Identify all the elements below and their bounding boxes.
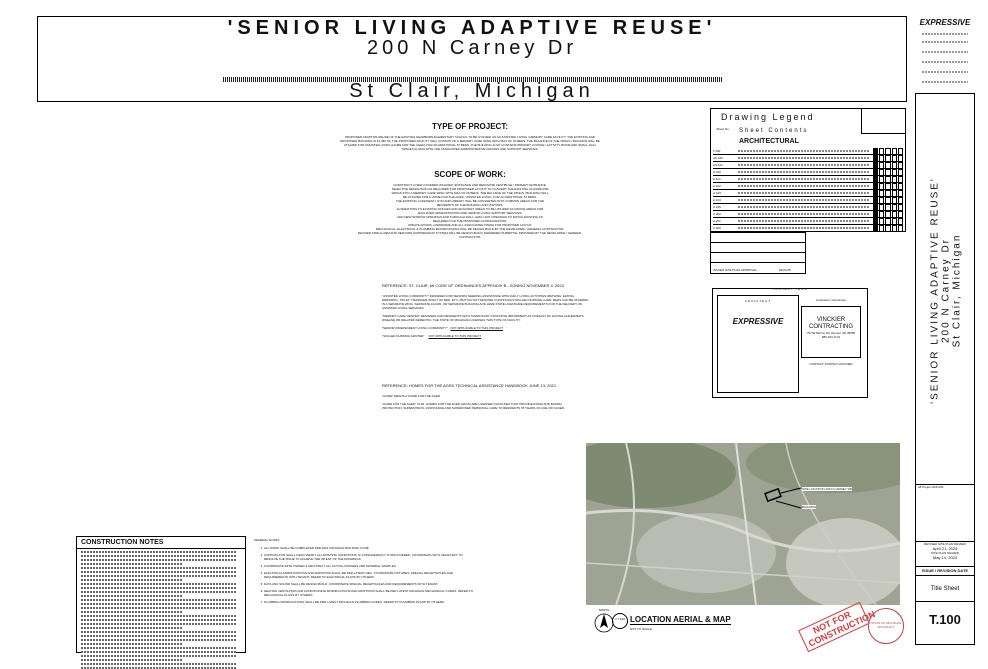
sheet-title: Title Sheet	[930, 586, 960, 592]
legend-sheet-no: AS.100	[713, 156, 723, 160]
sheet-number: T.100	[929, 612, 961, 627]
reference-hfa-p1: "HOME" MEANS A HOME FOR THE AGED.	[382, 394, 441, 398]
general-note: 4. ELECTRICAL MODIFICATIONS AND ADDITIONS SHALL BE PER LATEST NEC. COORDINATE FIXTURES, SPECIAL RECEPTACLES AND REQUIREMENTS WITH TENANT. REFER TO ELECTRICAL PLANS BY OTHERS.	[264, 571, 474, 579]
scope-lines	[350, 183, 590, 239]
project-city: St Clair, Michigan	[349, 80, 595, 102]
aerial-map[interactable]	[586, 443, 900, 605]
contractor-name: VINCKIER CONTRACTING	[809, 317, 853, 330]
legend-section: ARCHITECTURAL	[739, 138, 799, 145]
issued-label: ISSUED SITE PLAN APPROVAL	[713, 268, 757, 272]
not-for-construction-stamp: NOT FOR CONSTRUCTION	[798, 602, 870, 652]
reference-hfa-heading: REFERENCE: HOMES FOR THE AGED TECHNICAL ASSISTANCE HANDBOOK JUNE 13, 2021	[382, 383, 557, 388]
legend-sheet-no: A.201	[713, 219, 721, 223]
sidebar-vertical-title	[916, 94, 974, 485]
rev2-date: May 14, 2024	[932, 555, 958, 560]
general-note: 3. COORDINATE WITH OWNER & ARCHITECT ALL ACTUAL FINISHES AND MATERIAL SAMPLES.	[264, 564, 474, 568]
term-skilled-nursing: "SKILLED NURSING CENTER"	[382, 334, 425, 338]
legend-sheet-no: A.200	[713, 212, 721, 216]
sidebar-logo: EXPRESSIVE	[919, 18, 971, 27]
legend-sheet-no: A.101	[713, 177, 721, 181]
construction-notes-body	[77, 551, 245, 669]
sidebar-logo-block	[916, 18, 974, 90]
map-scale: NOT TO SCALE	[630, 627, 652, 631]
architect-logo: EXPRESSIVE	[732, 317, 784, 326]
scope-heading: SCOPE OF WORK:	[434, 170, 506, 179]
north-label: NORTH	[598, 608, 610, 612]
project-team-title: PROJECT TEAM	[772, 287, 808, 291]
term-independent-living: "SENIOR INDEPENDENT LIVING COMMUNITY"	[382, 326, 448, 330]
detail-ref: 1 T.100	[615, 617, 625, 621]
rev1-date: April 21, 2025	[932, 546, 958, 551]
legend-col-sheet-no: Sheet No.	[716, 127, 730, 131]
legend-sheet-no: A.103	[713, 191, 721, 195]
type-of-project-body: PROPOSED ADAPTIVE REUSE OF THE EXISTING DEARBORN ELEMENTARY SCHOOL TO BE UTILIZED AS AN ASSISTED LIVING / MEMORY CARE FACILITY. THE EXISTING AND PROPOSED BUILDING IS 61,486 SF. THE PROPOSED FACILITY WILL CONSIST OF A MEMORY CARE WING WITH MAX OF 26 BEDS. THE BALANCE OF THE WINGS / BUILDING WILL BE UTILIZED FOR ASSISTED LIVING (HOME FOR THE AGED) FOR AN ADDITIONAL 57 BEDS. THE BUILDING ALSO CONTAINS PRIMARY LOUNGE / ACTIVITY ROOM AND SMALL HALL SPACES ALONG WITH THE ASSOCIATED ADMINISTRATIVE OFFICES AND SUPPORT SERVICES.	[340, 135, 600, 151]
not-applicable-note: NOT APPLICABLE TO THIS PROJECT	[428, 334, 482, 338]
detail-bubble	[612, 613, 628, 629]
contractor-contact: CONTACT: PATRICK VINCKIER	[809, 362, 853, 366]
legend-rows	[713, 148, 903, 232]
legend-sheet-no: AS.101	[713, 163, 723, 167]
general-notes-heading: GENERAL NOTES	[254, 538, 280, 542]
general-notes	[254, 538, 474, 607]
legend-sheet-no: A.105	[713, 205, 721, 209]
scope-line: AFFILIATED ADMINISTRATION AND SENIOR LIVING SUPPORT SERVICES.	[417, 211, 523, 215]
reference-zoning-p2: "MEMORY CARE CENTER" DESIGNED FOR RESIDENTS WITH SIGNIFICANT COGNITIVE IMPAIRMENT AS A RESULT OF HAVING ALZHEIMER'S DISEASE OR RELATED DEMENTIA. THE STATE OF MICHIGAN LICENSES THIS TYPE OF FACILITY.	[382, 314, 584, 322]
general-note: 5. DATA AND SOUND SHALL BE DESIGN BUILD. COORDINATE SPECIAL RECEPTACLES AND REQUIREMENTS WITH TENANT.	[264, 582, 474, 586]
type-of-project	[340, 122, 600, 151]
sidebar-title-group	[930, 101, 963, 481]
architect-label: ARCHITECT	[744, 299, 772, 303]
revision-table	[710, 232, 806, 274]
contractor-card	[799, 295, 863, 391]
project-title: 'SENIOR LIVING ADAPTIVE REUSE'	[227, 17, 717, 39]
reference-hfa	[382, 383, 572, 410]
project-team	[712, 288, 868, 398]
reference-zoning-p1: "ASSISTED LIVING COMMUNITY" DESIGNED FOR SENIORS NEEDING ASSISTANCE WITH DAILY LIVING ACTIVITIES (BATHING, EATING, DRESSING, TOILET, TRANSFER IN/OUT OF BED, ETC.) BUT DO NOT REQUIRE CONTINUOUS SKILLED NURSING CARE. BEDS CAN BE OFFERED IN A SEPARATE WING, SEPARATE FLOOR, OR SEPARATE BUILDING AND HAVE STATE LICENSURE REQUIREMENTS FOR THE DELIVERY OF ASSISTED LIVING SERVICES.	[382, 294, 589, 310]
scope-line: RESIDENTS OF THE BUILDING AND VISITORS.	[436, 203, 504, 207]
rev2-label: SITE PLAN REVIEW	[930, 551, 959, 555]
legend-sheet-no: T.100	[713, 149, 721, 153]
general-note: 6. HEATING VENTILATION AIR CONDITIONING MODIFICATIONS AND ADDITIONS SHALL BE PER LATEST MICHIGAN MECHANICAL CODES. REFER TO MECHANICAL PLANS BY OTHERS.	[264, 589, 474, 597]
scope-line: MECHANICAL, ELECTRICAL & PLUMBING MODIFICATIONS WILL BE DESIGN BUILD BY THE DEVELOPER / GENERAL CONTRACTOR.	[375, 227, 565, 231]
scope-line: WINGS INTO A MEMORY CARE WING WITH MAX OF 26 BEDS. THE BALANCE OF THE WINGS / BUILDING WILL	[391, 191, 549, 195]
scope-line: CONSTRUCT A NEW COVERED WALKWAY ENTRANCE AND RENOVATE VESTIBULE / PRIMARY ENTRANCE.	[393, 183, 547, 187]
sidebar-title-3: St Clair, Michigan	[951, 233, 963, 348]
title-sidebar	[915, 93, 975, 645]
site-location-label: SITE LOCATION 200 N CARNEY DR	[802, 487, 852, 491]
building-label: BUILDING	[802, 505, 817, 509]
map-caption: LOCATION AERIAL & MAP	[630, 615, 731, 624]
issued-date: 04/21/25	[779, 268, 791, 272]
rev1-label: REVISED SITE PLAN REVIEW	[923, 542, 966, 546]
legend-sheet-no: A.300	[713, 226, 721, 230]
type-of-project-heading: TYPE OF PROJECT:	[431, 122, 508, 131]
legend-sheet-no: A.100	[713, 170, 721, 174]
project-address: 200 N Carney Dr	[366, 37, 578, 59]
general-notes-list	[254, 546, 474, 604]
general-note: 7. PLUMBING MODIFICATIONS SHALL BE PER LATEST MICHIGAN PLUMBING CODES. REFER TO PLUMBING PLANS BY OTHERS.	[264, 600, 474, 604]
legend-corner-box	[861, 109, 906, 134]
scope-line: SELECTIVE DEMOLITION AS REQUIRED FOR PROPOSED LAYOUT TO CONVERT THE EXISTING CLASSROOM	[391, 187, 549, 191]
construction-notes-heading: CONSTRUCTION NOTES	[77, 537, 245, 549]
issue-revision-header: ISSUE / REVISION DATE	[916, 566, 974, 576]
scope-line: ADD NEW WINDOW OPENINGS AND THROUGH WALL HVAC UNIT OPENINGS TO MATCH EXISTING AS	[397, 215, 543, 219]
seal-text: STATE OF MICHIGAN ARCHITECT	[870, 621, 902, 629]
scope-line: ALTERATIONS TO EXISTING OFFICES AND ADJACENT AREAS TO BE UTILIZED AS OFFICE AREAS FOR	[396, 207, 544, 211]
legend-sheet-no: A.104	[713, 198, 721, 202]
general-note: 2. CONTRACTOR SHALL FIELD VERIFY ALL EXISTING CONDITIONS. IF A DISCREPANCY IS DISCOVERED, COORDINATE WITH ARCHITECT TO RESOLVE THE ISSUE TO ACHIEVE THE INTENT OF THE DRAWINGS.	[264, 553, 474, 561]
architect-seal	[868, 608, 904, 644]
general-note: 1. ALL WORK SHALL BE COMPLETED PER 2021 MICHIGAN BUILDING CODE	[264, 546, 474, 550]
construction-notes	[76, 536, 246, 653]
legend-sheet-no: A.102	[713, 184, 721, 188]
scope-of-work	[350, 170, 590, 239]
reference-zoning	[382, 283, 590, 338]
scope-line: REQUIRED FOR THE PROPOSED CONFIGURATION.	[432, 219, 508, 223]
scope-line: REVISED FIRE ALARM AND NEW FIRE SUPPRESSION SYSTEM WILL BE DESIGN BUILD; DEFERRED SUBMITTAL PROVIDED BY THE DEVELOPER / GENERAL CONTRACTOR.	[357, 231, 583, 239]
legend-row	[713, 225, 903, 232]
title-block	[37, 16, 907, 102]
scope-line: THE EXISTING CAFETERIA / GYM AND LIBRARY WILL BE CONVERTED INTO COMMON AREAS FOR THE	[396, 199, 544, 203]
contractor-phone: 586.294.7131	[821, 335, 841, 339]
aerial-map-image	[586, 443, 900, 605]
architect-card	[717, 295, 799, 393]
scope-line: BE UTILIZED FOR A HOME FOR THE AGED / ASSISTED LIVING, FOR AN ADDITIONAL 57 BEDS.	[402, 195, 538, 199]
reference-hfa-p2: "HOME FOR THE AGED" IN MI, HOMES FOR THE AGED (HFAS) ARE LICENSED FACILITIES THAT PROVIDE ROOM AND BOARD, PROTECTION, SUPERVISION, ASSISTANCE AND SUPERVISED PERSONAL CARE TO RESIDENTS 55 YEARS OF AGE OR OLDER.	[382, 402, 565, 410]
scope-line: UPDATE DOORS, HARDWARE AND ALL ASSOCIATED FINISH FOR PROPOSED LAYOUT.	[407, 223, 533, 227]
contractor-address: 79740 Mohus Rd, Romeo, MI 48065	[806, 331, 856, 335]
reference-zoning-p4	[382, 334, 590, 338]
reference-zoning-heading: REFERENCE: ST. CLAIR, MI CODE OF ORDINANCES APPENDIX B - ZONING NOVEMBER 4, 2024	[382, 283, 564, 288]
sidebar-title-2: 200 N Carney Dr	[940, 237, 952, 344]
contractor-label: Contractor / Developer	[815, 298, 847, 302]
not-applicable-note: NOT APPLICABLE TO THIS PROJECT	[450, 326, 504, 330]
sidebar-title-1: 'SENIOR LIVING ADAPTIVE REUSE'	[929, 177, 941, 404]
revision-list	[916, 541, 974, 560]
project-number: e8 Project #18-039	[918, 485, 944, 489]
legend-title: Drawing Legend	[721, 112, 815, 122]
legend-col-contents: Sheet Contents	[739, 128, 809, 134]
sheet-number-box	[916, 601, 974, 644]
reference-zoning-p3	[382, 326, 590, 330]
drawing-legend	[710, 108, 906, 232]
